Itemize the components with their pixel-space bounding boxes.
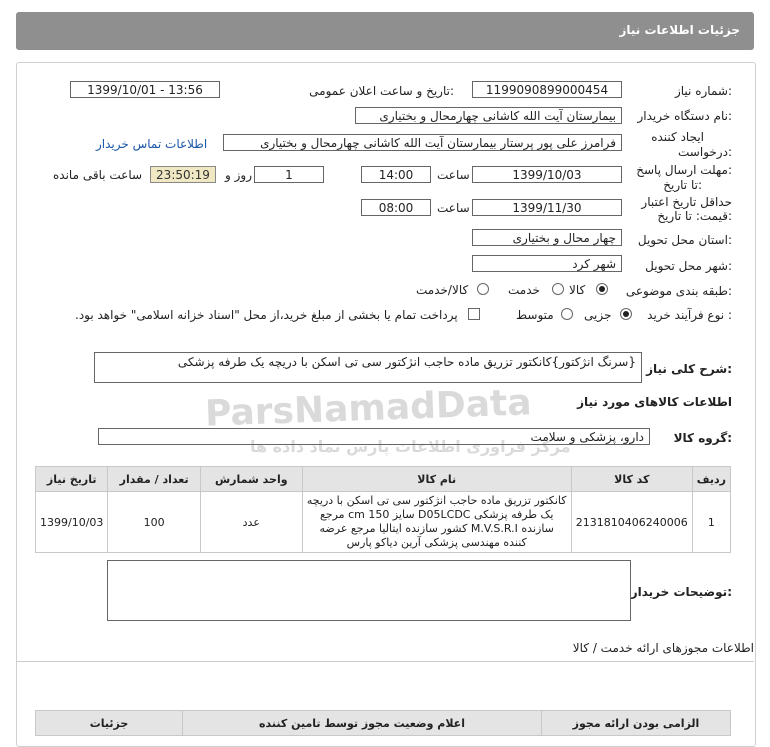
city-field: شهر کرد [472, 255, 622, 272]
page-header [16, 12, 754, 50]
items-table [35, 466, 731, 553]
deadline-time-field: 14:00 [361, 166, 431, 183]
buyer-notes-label: توضیحات خریدار: [630, 585, 732, 599]
watermark-subtitle: مرکز فراوری اطلاعات پارس نماد داده ها [250, 437, 571, 456]
province-field: چهار محال و بختیاری [472, 229, 622, 246]
cell-unit: عدد [200, 492, 302, 553]
cell-name: کانکتور تزریق ماده حاجب انژکتور سی تی اسکن با دریچه یک طرفه پزشکی D05LCDC سایز 150 cm مرجع سازنده M.V.S.R.I کشور سازنده ایتالیا مرجع عرضه کننده مهندسی پزشکی آرین دیاکو پارس [302, 492, 571, 553]
table-row [36, 492, 731, 553]
need-number-label: شماره نیاز: [674, 84, 732, 98]
description-field [94, 352, 642, 383]
col-date: تاریخ نیاز [36, 467, 108, 492]
need-number-field: 1199090899000454 [472, 81, 622, 98]
validity-date-field: 1399/11/30 [472, 199, 622, 216]
description-text: {سرنگ انژکتور}کانکتور تزریق ماده حاجب انژکتور سی تی اسکن با دریچه یک طرفه پزشکی [177, 355, 636, 369]
description-label: شرح کلی نیاز: [646, 362, 732, 376]
deadline-label-line2: تا تاریخ: [663, 178, 702, 192]
permits-table-header [36, 711, 731, 736]
page-title: جزئیات اطلاعات نیاز [619, 23, 740, 37]
watermark: ParsNamadData [204, 382, 533, 435]
category-option-goods: کالا [569, 283, 586, 297]
requester-label-line1: ایجاد کننده [651, 130, 704, 144]
goods-section-title: اطلاعات کالاهای مورد نیاز [577, 395, 732, 409]
deadline-date-field: 1399/10/03 [472, 166, 622, 183]
remaining-timer: 23:50:19 [150, 166, 216, 183]
buyer-org-label: نام دستگاه خریدار: [637, 109, 732, 123]
col-code: کد کالا [571, 467, 692, 492]
col-name: نام کالا [302, 467, 571, 492]
permits-separator [16, 661, 754, 662]
deadline-days-label: روز و [225, 168, 252, 182]
requester-field: فرامرز علی پور پرستار بیمارستان آیت الله کاشانی چهارمحال و بختیاری [223, 134, 622, 151]
deadline-label-line1: مهلت ارسال پاسخ: [636, 163, 732, 177]
purchase-radio-minor[interactable] [620, 308, 632, 320]
city-label: شهر محل تحویل: [645, 259, 732, 273]
purchase-type-label: نوع فرآیند خرید : [647, 308, 732, 322]
cell-row: 1 [692, 492, 730, 553]
permits-table [35, 710, 731, 736]
buyer-notes-field [107, 560, 631, 621]
purchase-option-minor: جزیی [584, 308, 612, 322]
permits-title: اطلاعات مجوزهای ارائه خدمت / کالا [572, 641, 754, 655]
category-label: طبقه بندی موضوعی: [625, 284, 732, 298]
validity-label-line2: قیمت: تا تاریخ: [657, 209, 732, 223]
purchase-option-medium: متوسط [516, 308, 554, 322]
cell-quantity: 100 [108, 492, 201, 553]
validity-label-line1: حداقل تاریخ اعتبار [641, 195, 732, 209]
goods-group-field: دارو، پزشکی و سلامت [98, 428, 650, 445]
purchase-radio-medium[interactable] [561, 308, 573, 320]
goods-group-label: گروه کالا: [673, 431, 732, 445]
treasury-payment-note: پرداخت تمام یا بخشی از مبلغ خرید،از محل "اسناد خزانه اسلامی" خواهد بود. [75, 308, 458, 322]
announce-label: تاریخ و ساعت اعلان عمومی: [309, 84, 454, 98]
buyer-contact-link[interactable]: اطلاعات تماس خریدار [96, 137, 208, 151]
col-quantity: تعداد / مقدار [108, 467, 201, 492]
items-table-header [36, 467, 731, 492]
category-option-service: خدمت [508, 283, 540, 297]
province-label: استان محل تحویل: [637, 233, 732, 247]
col-unit: واحد شمارش [200, 467, 302, 492]
requester-label-line2: درخواست: [678, 145, 732, 159]
cell-date: 1399/10/03 [36, 492, 108, 553]
cell-code: 2131810406240006 [571, 492, 692, 553]
remaining-label: ساعت باقی مانده [53, 168, 143, 182]
validity-time-label: ساعت [437, 201, 470, 215]
col-permit-required: الزامی بودن ارائه مجوز [542, 711, 731, 736]
category-option-goods-service: کالا/خدمت [416, 283, 469, 297]
treasury-payment-checkbox[interactable] [468, 308, 480, 320]
col-permit-details: جزئیات [36, 711, 183, 736]
deadline-time-label: ساعت [437, 168, 470, 182]
category-radio-goods-service[interactable] [477, 283, 489, 295]
category-radio-goods[interactable] [596, 283, 608, 295]
category-radio-service[interactable] [552, 283, 564, 295]
validity-time-field: 08:00 [361, 199, 431, 216]
col-row: ردیف [692, 467, 730, 492]
deadline-days-field: 1 [254, 166, 324, 183]
announce-field: 1399/10/01 - 13:56 [70, 81, 220, 98]
buyer-org-field: بیمارستان آیت الله کاشانی چهارمحال و بختیاری [355, 107, 622, 124]
col-permit-status: اعلام وضعیت مجوز توسط تامین کننده [183, 711, 542, 736]
